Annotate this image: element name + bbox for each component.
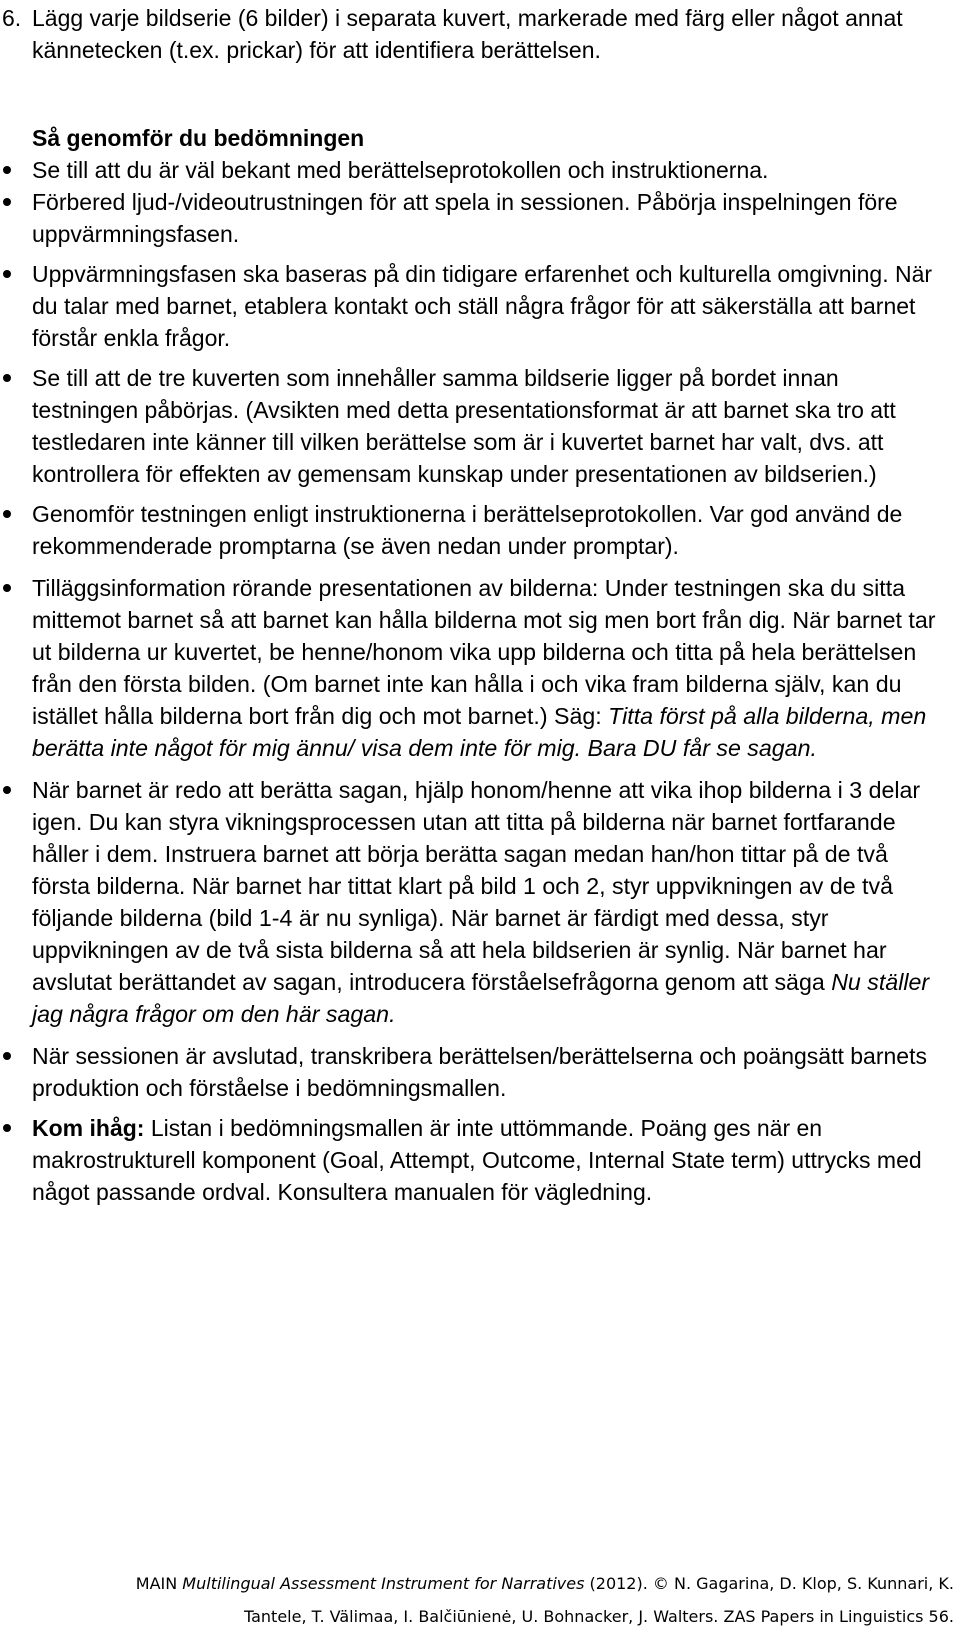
list-item-text: Uppvärmningsfasen ska baseras på din tidigare erfarenhet och kulturella omgivning. När du talar med barnet, etablera kontakt och ställ några frågor för att säkerställa att barnet förstår enkla frågor.	[32, 261, 933, 351]
list-item-text: Se till att de tre kuverten som innehåller samma bildserie ligger på bordet innan testningen påbörjas. (Avsikten med detta presentationsformat är att barnet ska tro att testledaren inte känner till vilken berättelse som är i kuvertet barnet har valt, dvs. att kontrollera för effekten av gemensam kunskap under presentationen av bildserien.)	[32, 365, 896, 487]
list-item-label: Kom ihåg:	[32, 1115, 145, 1141]
list-item	[0, 258, 950, 354]
item-text: Lägg varje bildserie (6 bilder) i separata kuvert, markerade med färg eller något annat kännetecken (t.ex. prickar) för att identifiera berättelsen.	[32, 5, 903, 63]
list-item	[0, 186, 950, 250]
bullet-icon	[3, 198, 11, 206]
footer-prefix: MAIN	[135, 1574, 183, 1593]
list-item-text: Listan i bedömningsmallen är inte uttömmande. Poäng ges när en makrostrukturell komponent (Goal, Attempt, Outcome, Internal State term) uttrycks med något passande ordval. Konsultera manualen för vägledning.	[32, 1115, 922, 1205]
list-item-text: Tilläggsinformation rörande presentationen av bilderna: Under testningen ska du sitta mittemot barnet så att barnet kan hålla bilderna mot sig men bort från dig. När barnet tar ut bilderna ur kuvertet, be henne/honom vika upp bilderna och titta på hela berättelsen från den första bilden. (Om barnet inte kan hålla i och vika fram bilderna själv, kan du istället hålla bilderna bort från dig och mot barnet.) Säg:	[32, 575, 936, 729]
list-item-text: När sessionen är avslutad, transkribera berättelsen/berättelserna och poängsätt barnets produktion och förståelse i bedömningsmallen.	[32, 1043, 927, 1101]
bullet-icon	[3, 510, 11, 518]
list-item	[0, 154, 950, 186]
bullet-icon	[3, 270, 11, 278]
numbered-item-6	[0, 2, 940, 66]
footer-title: Multilingual Assessment Instrument for Narratives	[182, 1574, 585, 1593]
list-item-text: Förbered ljud-/videoutrustningen för att spela in sessionen. Påbörja inspelningen före uppvärmningsfasen.	[32, 189, 898, 247]
bullet-icon	[3, 786, 11, 794]
bullet-icon	[3, 1052, 11, 1060]
list-item	[0, 572, 950, 764]
list-item	[0, 362, 950, 490]
list-item-text: När barnet är redo att berätta sagan, hjälp honom/henne att vika ihop bilderna i 3 delar igen. Du kan styra vikningsprocessen utan att titta på bilderna när barnet fortfarande håller i dem. Instruera barnet att börja berätta sagan medan han/hon tittar på de två första bilderna. När barnet har tittat klart på bild 1 och 2, styr uppvikningen av de två följande bilderna (bild 1-4 är nu synliga). När barnet är färdigt med dessa, styr uppvikningen av de två sista bilderna så att hela bildserien är synlig. När barnet har avslutat berättandet av sagan, introducera förståelsefrågorna genom att säga	[32, 777, 921, 995]
list-item	[0, 1040, 950, 1104]
bullet-icon	[3, 374, 11, 382]
list-item	[0, 774, 950, 1030]
item-number: 6.	[2, 5, 22, 31]
bullet-icon	[3, 584, 11, 592]
list-item-text: Se till att du är väl bekant med berättelseprotokollen och instruktionerna.	[32, 157, 769, 183]
list-item-text: Genomför testningen enligt instruktionerna i berättelseprotokollen. Var god använd de rekommenderade promptarna (se även nedan under promptar).	[32, 501, 903, 559]
list-item	[0, 1112, 950, 1208]
bullet-icon	[3, 1124, 11, 1132]
footer-line1-rest: (2012). © N. Gagarina, D. Klop, S. Kunnari, K.	[584, 1574, 954, 1593]
list-item-quote: Titta först på alla bilderna, men berätta inte något för mig ännu/ visa dem inte för mig. Bara DU får se sagan.	[32, 703, 927, 761]
citation-footer	[30, 1567, 954, 1633]
instruction-list	[0, 154, 950, 1208]
section-heading: Så genomför du bedömningen	[32, 125, 365, 151]
footer-line2: Tantele, T. Välimaa, I. Balčiūnienė, U. Bohnacker, J. Walters. ZAS Papers in Linguistics 56.	[243, 1607, 954, 1626]
list-item	[0, 498, 950, 562]
bullet-icon	[3, 166, 11, 174]
list-item-quote: Nu ställer jag några frågor om den här sagan.	[32, 969, 930, 1027]
